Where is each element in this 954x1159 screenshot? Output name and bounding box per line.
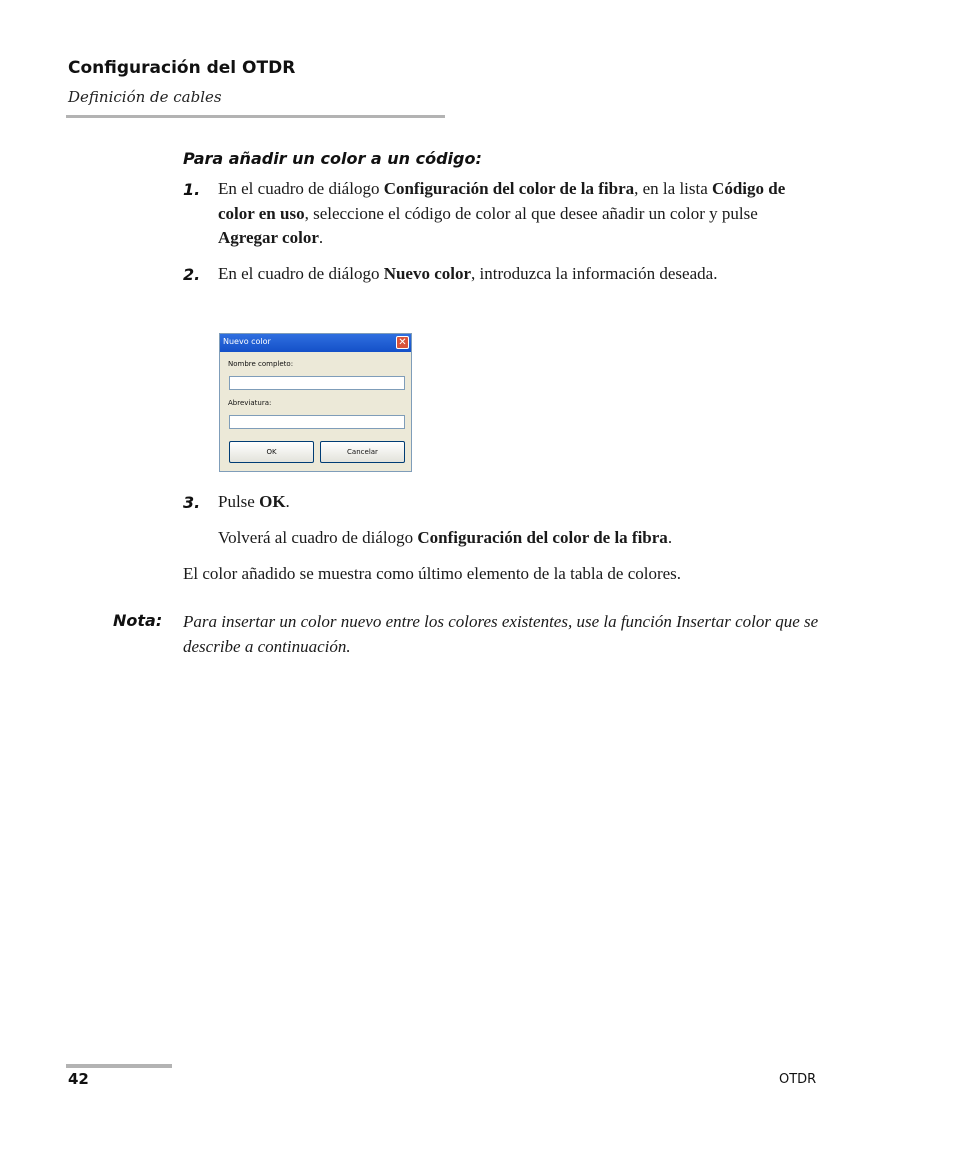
step-3-result: Volverá al cuadro de diálogo Configuración del color de la fibra. (218, 528, 673, 547)
step-2-text: En el cuadro de diálogo Nuevo color, introduzca la información deseada. (218, 264, 718, 283)
step-3-number: 3. (183, 493, 201, 512)
header-divider (66, 115, 445, 118)
page-number: 42 (68, 1070, 89, 1088)
procedure-title: Para añadir un color a un código: (183, 149, 482, 168)
page-header-subtitle: Definición de cables (68, 88, 222, 106)
cancel-button[interactable]: Cancelar (320, 441, 405, 463)
nuevo-color-dialog (219, 333, 412, 472)
full-name-label: Nombre completo: (228, 360, 294, 368)
abbreviation-input[interactable] (229, 415, 405, 429)
step-1-number: 1. (183, 180, 201, 199)
footer-divider (66, 1064, 172, 1068)
close-icon[interactable]: ✕ (396, 336, 409, 349)
step-3-text: Pulse OK. (218, 492, 290, 511)
abbreviation-label: Abreviatura: (228, 399, 272, 407)
ok-button[interactable]: OK (229, 441, 314, 463)
step-2-number: 2. (183, 265, 201, 284)
note-label: Nota: (113, 611, 163, 630)
procedure-conclusion: El color añadido se muestra como último elemento de la tabla de colores. (183, 564, 682, 583)
note-text: Para insertar un color nuevo entre los colores existentes, use la función Insertar color que se describe a continuación. (183, 612, 819, 656)
full-name-input[interactable] (229, 376, 405, 390)
dialog-title-bar (220, 334, 411, 352)
step-1-text: En el cuadro de diálogo Configuración del color de la fibra, en la lista Código de color en uso, seleccione el código de color al que desee añadir un color y pulse Agregar color. (218, 179, 786, 247)
page-header-title: Configuración del OTDR (68, 58, 296, 78)
footer-document-title: OTDR (779, 1072, 817, 1087)
dialog-title: Nuevo color (223, 337, 271, 346)
